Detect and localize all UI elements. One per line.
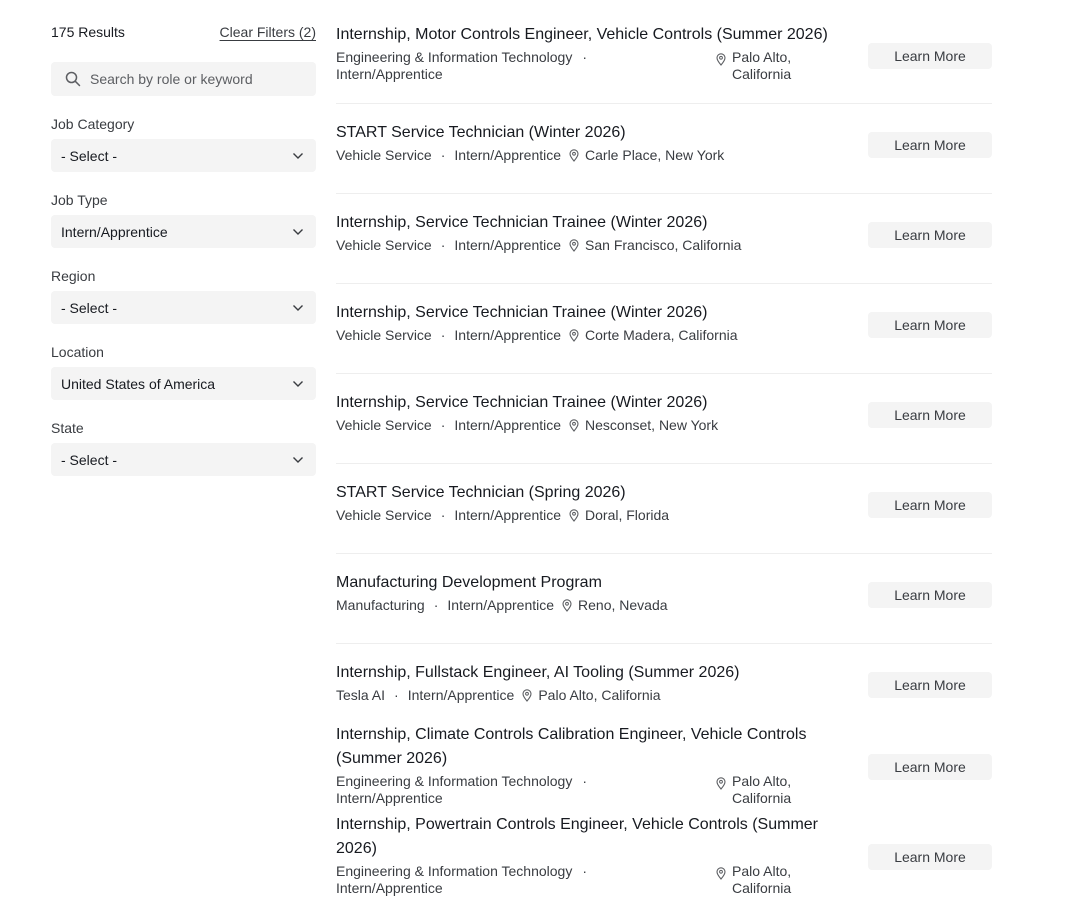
job-type: Intern/Apprentice (336, 880, 443, 896)
chevron-down-icon (292, 456, 304, 464)
job-type-value: Intern/Apprentice (61, 223, 168, 240)
job-location: Palo Alto, California (732, 49, 792, 82)
region-label: Region (51, 268, 96, 284)
job-title[interactable]: Internship, Service Technician Trainee (Winter 2026) (336, 214, 708, 231)
learn-more-button[interactable]: Learn More (868, 222, 992, 248)
separator: · (582, 49, 588, 65)
job-location: San Francisco, California (585, 237, 742, 253)
separator: · (433, 597, 439, 613)
separator: · (440, 327, 446, 343)
job-type: Intern/Apprentice (454, 417, 562, 433)
job-row (336, 720, 992, 810)
job-type: Intern/Apprentice (336, 66, 443, 82)
job-title[interactable]: Internship, Service Technician Trainee (Winter 2026) (336, 394, 708, 411)
clear-filters-link[interactable]: Clear Filters (2) (219, 24, 316, 40)
state-label: State (51, 420, 84, 436)
location-pin-icon (569, 509, 579, 522)
job-row (336, 374, 992, 464)
job-category-value: - Select - (61, 147, 118, 164)
chevron-down-icon (292, 304, 304, 312)
region-value: - Select - (61, 299, 118, 316)
job-department: Vehicle Service (336, 147, 432, 163)
job-row (336, 810, 992, 900)
job-location: Palo Alto, California (732, 773, 792, 806)
job-title[interactable]: START Service Technician (Winter 2026) (336, 124, 626, 141)
location-pin-icon (569, 329, 579, 342)
job-title[interactable]: Manufacturing Development Program (336, 574, 602, 591)
job-meta (336, 863, 716, 897)
job-type: Intern/Apprentice (454, 147, 562, 163)
job-department: Vehicle Service (336, 327, 432, 343)
learn-more-button[interactable]: Learn More (868, 754, 992, 780)
job-department: Manufacturing (336, 597, 425, 613)
job-row (336, 194, 992, 284)
search-input[interactable] (90, 71, 310, 87)
state-value: - Select - (61, 451, 118, 468)
location-pin-icon (716, 53, 726, 66)
job-title[interactable]: START Service Technician (Spring 2026) (336, 484, 626, 501)
location-pin-icon (716, 867, 726, 880)
job-title[interactable]: Internship, Fullstack Engineer, AI Tooling (Summer 2026) (336, 664, 740, 681)
learn-more-button[interactable]: Learn More (868, 312, 992, 338)
job-row (336, 554, 992, 644)
location-pin-icon (569, 239, 579, 252)
separator: · (440, 507, 446, 523)
job-category-select[interactable] (51, 139, 316, 172)
location-pin-icon (716, 777, 726, 790)
location-label: Location (51, 344, 104, 360)
job-department: Vehicle Service (336, 417, 432, 433)
job-type: Intern/Apprentice (454, 237, 562, 253)
job-location: Palo Alto, California (732, 863, 792, 896)
job-meta (336, 773, 716, 807)
learn-more-button[interactable]: Learn More (868, 582, 992, 608)
job-type: Intern/Apprentice (454, 507, 562, 523)
job-title[interactable]: Internship, Motor Controls Engineer, Vehicle Controls (Summer 2026) (336, 26, 828, 43)
location-pin-icon (562, 599, 572, 612)
job-row (336, 0, 992, 104)
job-title[interactable]: Internship, Powertrain Controls Engineer, Vehicle Controls (Summer 2026) (336, 816, 818, 857)
filters-sidebar (51, 20, 316, 476)
learn-more-button[interactable]: Learn More (868, 672, 992, 698)
job-location: Doral, Florida (585, 507, 670, 523)
job-location: Corte Madera, California (585, 327, 738, 343)
separator: · (440, 147, 446, 163)
chevron-down-icon (292, 228, 304, 236)
job-row (336, 104, 992, 194)
location-pin-icon (569, 149, 579, 162)
learn-more-button[interactable]: Learn More (868, 402, 992, 428)
search-box[interactable] (51, 62, 316, 96)
job-type: Intern/Apprentice (454, 327, 562, 343)
learn-more-button[interactable]: Learn More (868, 132, 992, 158)
state-select[interactable] (51, 443, 316, 476)
job-location: Palo Alto, California (538, 687, 661, 703)
job-location: Nesconset, New York (585, 417, 719, 433)
job-category-label: Job Category (51, 116, 135, 132)
results-header (51, 20, 316, 44)
job-type: Intern/Apprentice (447, 597, 555, 613)
learn-more-button[interactable]: Learn More (868, 492, 992, 518)
separator: · (440, 417, 446, 433)
job-location: Carle Place, New York (585, 147, 725, 163)
separator: · (582, 863, 588, 879)
learn-more-button[interactable]: Learn More (868, 844, 992, 870)
job-row (336, 644, 992, 720)
job-department: Engineering & Information Technology (336, 863, 573, 879)
job-row (336, 284, 992, 374)
search-icon (65, 71, 81, 87)
job-title[interactable]: Internship, Service Technician Trainee (Winter 2026) (336, 304, 708, 321)
chevron-down-icon (292, 380, 304, 388)
job-row (336, 464, 992, 554)
results-count: 175 Results (51, 24, 125, 40)
job-meta (336, 49, 716, 83)
job-type: Intern/Apprentice (407, 687, 515, 703)
job-list (336, 0, 992, 900)
job-department: Tesla AI (336, 687, 386, 703)
separator: · (440, 237, 446, 253)
region-select[interactable] (51, 291, 316, 324)
separator: · (394, 687, 399, 703)
job-department: Engineering & Information Technology (336, 49, 573, 65)
job-title[interactable]: Internship, Climate Controls Calibration Engineer, Vehicle Controls (Summer 2026) (336, 726, 807, 767)
job-type-select[interactable] (51, 215, 316, 248)
job-department: Vehicle Service (336, 237, 432, 253)
job-department: Engineering & Information Technology (336, 773, 573, 789)
learn-more-button[interactable]: Learn More (868, 43, 992, 69)
location-select[interactable] (51, 367, 316, 400)
separator: · (582, 773, 588, 789)
job-type: Intern/Apprentice (336, 790, 443, 806)
location-value: United States of America (61, 375, 216, 392)
location-pin-icon (522, 689, 532, 702)
job-department: Vehicle Service (336, 507, 432, 523)
job-location: Reno, Nevada (578, 597, 668, 613)
job-type-label: Job Type (51, 192, 108, 208)
chevron-down-icon (292, 152, 304, 160)
location-pin-icon (569, 419, 579, 432)
